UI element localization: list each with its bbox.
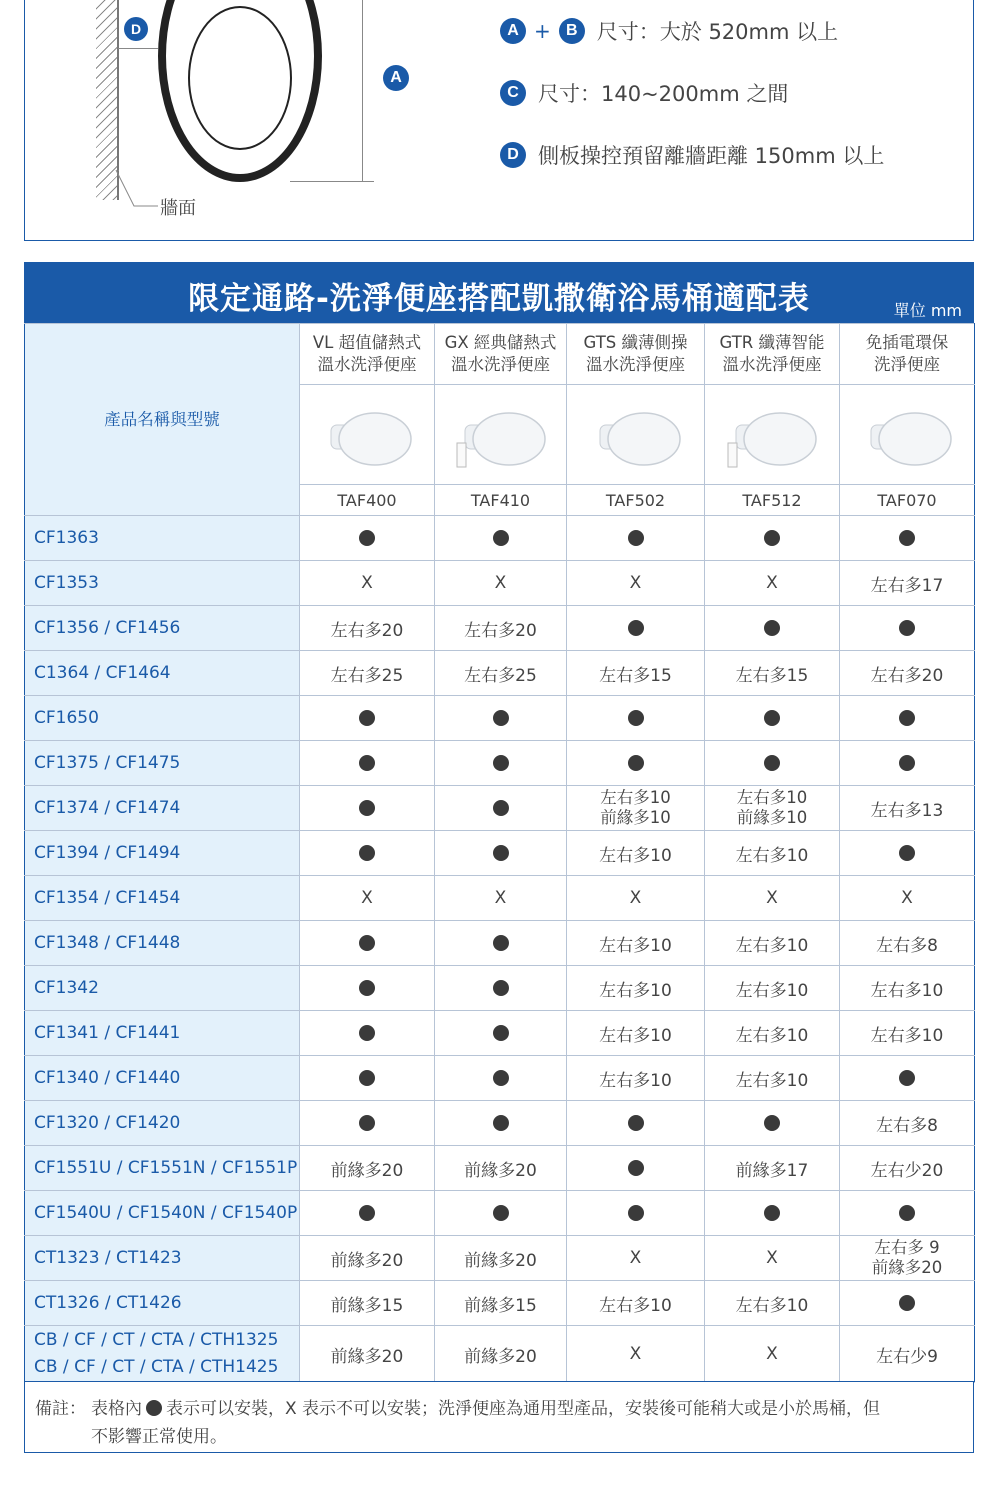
- fit-cell: 左右少9: [840, 1326, 975, 1383]
- toilet-model: CT1323 / CT1423: [25, 1236, 300, 1281]
- fit-cell: X: [435, 561, 567, 606]
- toilet-model: CF1354 / CF1454: [25, 876, 300, 921]
- fit-cell: [300, 831, 435, 876]
- product-image-cell: [567, 385, 705, 485]
- dot-icon: [899, 845, 915, 861]
- note-box: [24, 1381, 974, 1453]
- toilet-model: CF1540U / CF1540N / CF1540P: [25, 1191, 300, 1236]
- table-title: 限定通路-洗淨便座搭配凱撒衛浴馬桶適配表: [188, 281, 810, 317]
- fit-cell: [567, 1191, 705, 1236]
- note-post: 表示可以安裝，X 表示不可以安裝；洗淨便座為通用型產品，安裝後可能稍大或是小於馬桶，但: [166, 1399, 881, 1419]
- fit-cell: [435, 831, 567, 876]
- note-line-2: 不影響正常使用。: [91, 1427, 227, 1447]
- fit-cell-text: 左右多10 前緣多10: [600, 788, 671, 827]
- dot-icon: [899, 530, 915, 546]
- fit-cell: 前緣多15: [435, 1281, 567, 1326]
- dot-icon: [899, 1070, 915, 1086]
- badge-b: B: [559, 18, 585, 44]
- wall-leader-line: [112, 166, 162, 212]
- toilet-seat-opening: [188, 6, 292, 150]
- fit-cell: [300, 1191, 435, 1236]
- toilet-model: CF1340 / CF1440: [25, 1056, 300, 1101]
- toilet-model: CF1348 / CF1448: [25, 921, 300, 966]
- dot-icon: [899, 620, 915, 636]
- fit-cell: X: [705, 1236, 840, 1281]
- compatibility-table: [24, 323, 975, 1383]
- product-image-cell: [300, 385, 435, 485]
- toilet-model: CF1353: [25, 561, 300, 606]
- toilet-model: CF1341 / CF1441: [25, 1011, 300, 1056]
- fit-cell: [435, 786, 567, 831]
- fit-cell: X: [567, 876, 705, 921]
- product-name: [435, 324, 567, 385]
- dot-icon: [359, 1205, 375, 1221]
- fit-cell: 左右多10: [840, 1011, 975, 1056]
- product-image-cell: [840, 385, 975, 485]
- fit-cell: [300, 1011, 435, 1056]
- fit-cell: [705, 1101, 840, 1146]
- toilet-model: CF1394 / CF1494: [25, 831, 300, 876]
- fit-cell: 左右多25: [300, 651, 435, 696]
- dot-icon: [493, 800, 509, 816]
- product-name-row: [25, 324, 975, 385]
- fit-cell: [840, 516, 975, 561]
- fit-cell: 左右多8: [840, 921, 975, 966]
- toilet-model: CF1363: [25, 516, 300, 561]
- toilet-model: CT1326 / CT1426: [25, 1281, 300, 1326]
- dot-icon: [628, 620, 644, 636]
- toilet-model: CF1320 / CF1420: [25, 1101, 300, 1146]
- fit-cell: [435, 741, 567, 786]
- product-name: [705, 324, 840, 385]
- legend-d: [500, 140, 884, 170]
- dot-icon: [628, 530, 644, 546]
- product-name-line2: 溫水洗淨便座: [586, 355, 685, 374]
- fit-cell: 左右多10: [705, 921, 840, 966]
- table-row: [25, 1191, 975, 1236]
- dot-icon: [493, 1070, 509, 1086]
- fit-cell: [435, 1056, 567, 1101]
- fit-cell: 左右多20: [300, 606, 435, 651]
- dot-icon: [764, 530, 780, 546]
- table-row: [25, 921, 975, 966]
- fit-cell: 前緣多20: [435, 1146, 567, 1191]
- fit-cell: X: [567, 1326, 705, 1383]
- fit-cell: X: [567, 561, 705, 606]
- dimension-a-line: [362, 0, 363, 182]
- table-row: [25, 741, 975, 786]
- fit-cell: [705, 786, 840, 831]
- fit-cell: [300, 1056, 435, 1101]
- fit-cell: X: [567, 1236, 705, 1281]
- fit-cell: [705, 606, 840, 651]
- dot-icon: [359, 755, 375, 771]
- fit-cell: X: [705, 561, 840, 606]
- product-name-line1: GTS 纖薄側操: [583, 333, 688, 352]
- table-row: [25, 1101, 975, 1146]
- table-row: [25, 966, 975, 1011]
- dot-icon: [764, 1115, 780, 1131]
- fit-cell: [840, 696, 975, 741]
- dot-icon: [493, 755, 509, 771]
- fit-cell: [840, 1191, 975, 1236]
- fit-cell: [705, 696, 840, 741]
- badge-d: D: [500, 142, 526, 168]
- product-name-line2: 溫水洗淨便座: [722, 355, 822, 374]
- fit-cell: [840, 1056, 975, 1101]
- table-row: [25, 876, 975, 921]
- note-line-1: [91, 1394, 880, 1419]
- dot-icon: [899, 1295, 915, 1311]
- fit-cell: 左右多20: [840, 651, 975, 696]
- table-row: [25, 1011, 975, 1056]
- product-name-line1: GTR 纖薄智能: [719, 333, 825, 352]
- dot-icon: [493, 1115, 509, 1131]
- toilet-model: CF1374 / CF1474: [25, 786, 300, 831]
- fit-cell: 前緣多20: [435, 1236, 567, 1281]
- unit-label: 單位 mm: [893, 301, 962, 320]
- table-row: [25, 1146, 975, 1191]
- fit-cell: [300, 516, 435, 561]
- product-model: TAF070: [840, 485, 975, 516]
- fit-cell: [840, 606, 975, 651]
- toilet-seat-image: [722, 395, 822, 475]
- dot-icon: [899, 755, 915, 771]
- toilet-seat-image: [317, 395, 417, 475]
- dimension-d-line: [118, 48, 158, 49]
- dot-icon: [493, 935, 509, 951]
- table-row: [25, 561, 975, 606]
- badge-a: A: [383, 65, 409, 91]
- dot-icon: [493, 530, 509, 546]
- fit-cell: X: [435, 876, 567, 921]
- fit-cell: 左右多25: [435, 651, 567, 696]
- dot-icon: [628, 1160, 644, 1176]
- legend-ab: [500, 16, 838, 46]
- fit-cell: X: [705, 1326, 840, 1383]
- fit-cell: 左右多10: [705, 966, 840, 1011]
- row-header: 產品名稱與型號: [25, 324, 300, 516]
- fit-cell: 左右少20: [840, 1146, 975, 1191]
- table-row: [25, 516, 975, 561]
- fit-cell: 左右多10: [567, 1056, 705, 1101]
- fit-cell: 左右多15: [705, 651, 840, 696]
- product-name: [300, 324, 435, 385]
- toilet-model: CF1375 / CF1475: [25, 741, 300, 786]
- fit-cell: [705, 1191, 840, 1236]
- fit-cell: [300, 1101, 435, 1146]
- fit-cell: [705, 741, 840, 786]
- fit-cell: [435, 1191, 567, 1236]
- dot-icon: [628, 755, 644, 771]
- fit-cell: [840, 1236, 975, 1281]
- dot-icon: [359, 1115, 375, 1131]
- fit-cell: [435, 966, 567, 1011]
- fit-cell: [567, 696, 705, 741]
- fit-cell: 前緣多20: [435, 1326, 567, 1383]
- fit-cell: [705, 516, 840, 561]
- product-model: TAF400: [300, 485, 435, 516]
- fit-cell: 左右多17: [840, 561, 975, 606]
- fit-cell: [567, 1146, 705, 1191]
- fit-cell: [567, 741, 705, 786]
- dot-icon: [628, 1205, 644, 1221]
- badge-d: D: [124, 17, 148, 41]
- product-name-line2: 洗淨便座: [874, 355, 940, 374]
- fit-cell: X: [705, 876, 840, 921]
- table-row: [25, 1236, 975, 1281]
- fit-cell: X: [300, 876, 435, 921]
- dot-icon: [493, 980, 509, 996]
- product-image-cell: [435, 385, 567, 485]
- table-row: [25, 696, 975, 741]
- dot-icon: [764, 755, 780, 771]
- table-row: [25, 606, 975, 651]
- toilet-model: [25, 1326, 300, 1383]
- table-row: [25, 831, 975, 876]
- fit-cell: [435, 921, 567, 966]
- fit-cell: 左右多10: [705, 1011, 840, 1056]
- dot-icon: [359, 1025, 375, 1041]
- plus-sign: +: [534, 19, 551, 43]
- product-name: [567, 324, 705, 385]
- fit-cell: 左右多10: [567, 1281, 705, 1326]
- fit-cell: 左右多8: [840, 1101, 975, 1146]
- fit-cell-text: 左右多 9 前緣多20: [871, 1238, 943, 1277]
- fit-cell: [300, 696, 435, 741]
- fit-cell: 前緣多17: [705, 1146, 840, 1191]
- fit-cell-text: 左右多10 前緣多10: [736, 788, 808, 827]
- fit-cell: 前緣多20: [300, 1146, 435, 1191]
- toilet-model-line: CB / CF / CT / CTA / CTH1325: [34, 1330, 279, 1350]
- fit-cell: 左右多10: [705, 1056, 840, 1101]
- toilet-model: C1364 / CF1464: [25, 651, 300, 696]
- fit-cell: [840, 831, 975, 876]
- fit-cell: [300, 741, 435, 786]
- fit-cell: 前緣多20: [300, 1236, 435, 1281]
- dot-icon: [359, 800, 375, 816]
- dot-icon: [493, 1205, 509, 1221]
- toilet-model: CF1551U / CF1551N / CF1551P: [25, 1146, 300, 1191]
- dot-icon: [359, 980, 375, 996]
- fit-cell: 左右多15: [567, 651, 705, 696]
- product-name-line1: VL 超值儲熱式: [312, 333, 422, 352]
- dot-icon: [146, 1400, 162, 1416]
- table-row: [25, 651, 975, 696]
- toilet-model: CF1650: [25, 696, 300, 741]
- dot-icon: [899, 710, 915, 726]
- fit-cell: 左右多10: [840, 966, 975, 1011]
- fit-cell: 左右多13: [840, 786, 975, 831]
- dot-icon: [493, 845, 509, 861]
- note-label: 備註：: [35, 1399, 86, 1419]
- fit-cell: 左右多20: [435, 606, 567, 651]
- dot-icon: [764, 1205, 780, 1221]
- fit-cell: X: [840, 876, 975, 921]
- table-title-bar: [24, 262, 974, 324]
- fit-cell: [840, 1281, 975, 1326]
- legend-c: [500, 78, 788, 108]
- wall-label: 牆面: [160, 198, 196, 219]
- fit-cell: [567, 606, 705, 651]
- toilet-seat-image: [451, 395, 551, 475]
- dot-icon: [359, 845, 375, 861]
- dot-icon: [359, 1070, 375, 1086]
- fit-cell: [840, 741, 975, 786]
- fit-cell: 左右多10: [567, 831, 705, 876]
- table-row: [25, 1326, 975, 1383]
- legend-ab-text: 尺寸：大於 520mm 以上: [596, 20, 839, 44]
- fit-cell: [300, 966, 435, 1011]
- toilet-model: CF1342: [25, 966, 300, 1011]
- product-image-cell: [705, 385, 840, 485]
- fit-cell: [300, 921, 435, 966]
- toilet-seat-image: [857, 395, 957, 475]
- table-row: [25, 786, 975, 831]
- fit-cell: [567, 1101, 705, 1146]
- toilet-model-line: CB / CF / CT / CTA / CTH1425: [34, 1357, 279, 1377]
- fit-cell: 左右多10: [705, 831, 840, 876]
- fit-cell: [300, 786, 435, 831]
- dot-icon: [628, 1115, 644, 1131]
- legend-c-text: 尺寸：140~200mm 之間: [538, 82, 789, 106]
- fit-cell: [435, 696, 567, 741]
- fit-cell: [567, 516, 705, 561]
- fit-cell: X: [300, 561, 435, 606]
- dot-icon: [359, 710, 375, 726]
- dot-icon: [359, 530, 375, 546]
- fit-cell: 左右多10: [705, 1281, 840, 1326]
- badge-a: A: [500, 18, 526, 44]
- fit-cell: 左右多10: [567, 1011, 705, 1056]
- legend-d-text: 側板操控預留離牆距離 150mm 以上: [538, 144, 885, 168]
- product-model: TAF512: [705, 485, 840, 516]
- product-name-line2: 溫水洗淨便座: [451, 355, 550, 374]
- fit-cell: 前緣多20: [300, 1326, 435, 1383]
- product-name-line1: 免插電環保: [865, 333, 949, 352]
- badge-c: C: [500, 80, 526, 106]
- fit-cell: [567, 786, 705, 831]
- fit-cell: [435, 1101, 567, 1146]
- toilet-model: CF1356 / CF1456: [25, 606, 300, 651]
- product-model: TAF502: [567, 485, 705, 516]
- fit-cell: 前緣多15: [300, 1281, 435, 1326]
- fit-cell: 左右多10: [567, 921, 705, 966]
- product-name-line1: GX 經典儲熱式: [444, 333, 557, 352]
- product-model: TAF410: [435, 485, 567, 516]
- product-name-line2: 溫水洗淨便座: [317, 355, 417, 374]
- dot-icon: [628, 710, 644, 726]
- note-pre: 表格內: [91, 1399, 142, 1419]
- dot-icon: [359, 935, 375, 951]
- table-row: [25, 1281, 975, 1326]
- dimension-a-baseline: [290, 181, 374, 182]
- toilet-seat-image: [586, 395, 686, 475]
- dot-icon: [764, 710, 780, 726]
- dot-icon: [764, 620, 780, 636]
- fit-cell: [435, 1011, 567, 1056]
- fit-cell: [435, 516, 567, 561]
- dot-icon: [493, 710, 509, 726]
- fit-cell: 左右多10: [567, 966, 705, 1011]
- dot-icon: [899, 1205, 915, 1221]
- product-name: [840, 324, 975, 385]
- table-row: [25, 1056, 975, 1101]
- dot-icon: [493, 1025, 509, 1041]
